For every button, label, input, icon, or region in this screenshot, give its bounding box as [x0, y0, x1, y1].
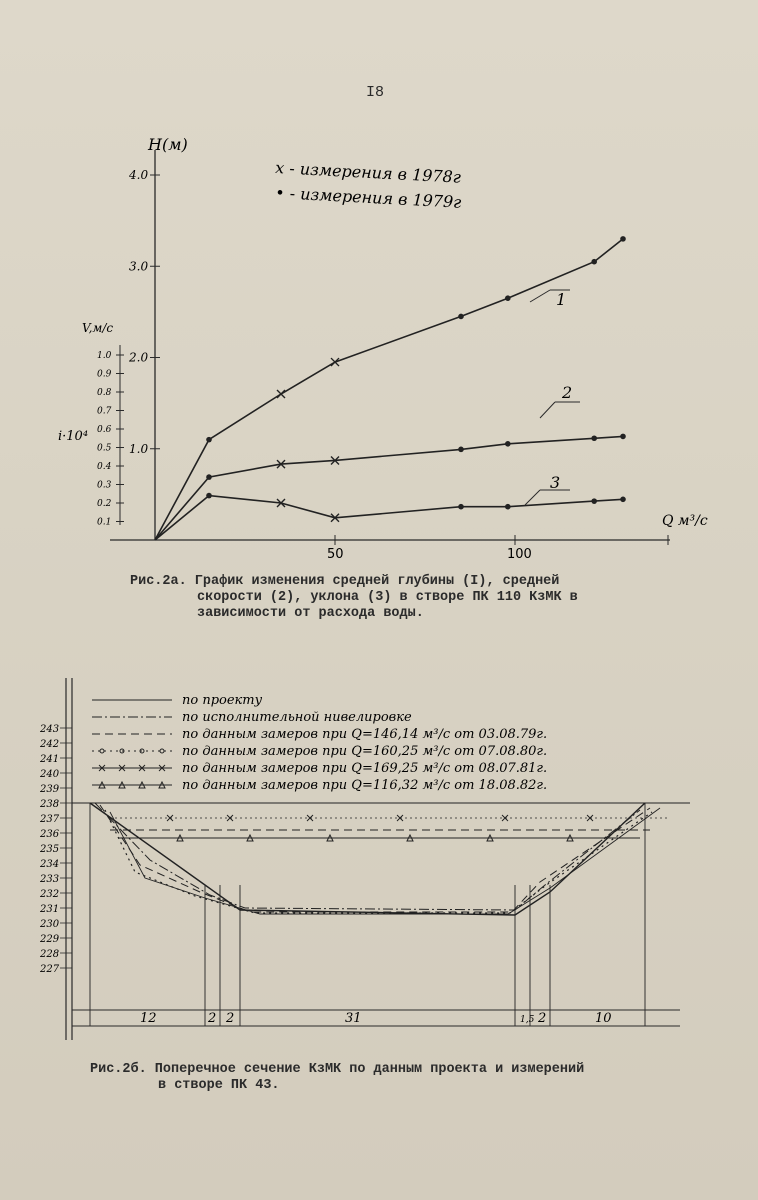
v-tick-label: 0.2	[97, 499, 112, 509]
curve-label-3: 3	[550, 473, 561, 492]
section-profile-1	[90, 803, 645, 915]
v-tick-label: 0.7	[97, 406, 112, 417]
legend-label-6: по данным замеров при Q=116,32 м³/с от 18.08.82г.	[182, 778, 548, 793]
dot-marker	[620, 434, 626, 440]
legend-marker	[160, 749, 164, 753]
section-profile-3	[100, 805, 650, 912]
v-tick-label: 1.0	[97, 351, 112, 361]
figure-b-caption-line-1: Рис.2б. Поперечное сечение КзМК по данным проекта и измерений	[90, 1062, 585, 1077]
segment-label: 1,5	[520, 1015, 535, 1025]
dot-marker	[206, 474, 212, 480]
figure-a-caption-line-3: зависимости от расхода воды.	[197, 606, 424, 621]
figure-b-elevation-scale	[39, 724, 72, 975]
v-tick-label: 0.1	[97, 517, 112, 528]
segment-label: 2	[208, 1011, 217, 1026]
elevation-label: 235	[40, 844, 60, 855]
cross-marker	[331, 358, 339, 366]
v-tick-label: 0.9	[97, 369, 112, 380]
segment-label: 2	[538, 1011, 547, 1026]
elevation-label: 240	[40, 769, 60, 780]
x-tick-label: 100	[507, 547, 532, 562]
figure-a-legend-dot: • - измерения в 1979г	[274, 183, 462, 212]
legend-label-2: по исполнительной нивелировке	[182, 710, 412, 725]
curve-label-1: 1	[556, 290, 567, 309]
page-number: I8	[366, 84, 385, 101]
legend-label-5: по данным замеров при Q=169,25 м³/с от 08.07.81г.	[182, 761, 548, 776]
v-tick-label: 0.8	[97, 388, 112, 398]
dot-marker	[206, 437, 212, 443]
segment-label: 12	[140, 1011, 157, 1026]
elevation-label: 233	[40, 874, 60, 885]
h-tick-label: 3.0	[129, 259, 149, 274]
h-tick-label: 2.0	[129, 350, 149, 365]
figure-a-v-axis-label: V,м/с	[82, 321, 114, 335]
dot-marker	[458, 504, 464, 510]
v-tick-label: 0.3	[97, 480, 112, 491]
segment-label: 2	[226, 1011, 235, 1026]
curve-label-2: 2	[562, 383, 573, 402]
elevation-label: 241	[40, 754, 60, 765]
segment-label: 10	[595, 1011, 612, 1026]
series-line-1	[155, 239, 623, 540]
section-profile-4	[105, 810, 652, 913]
cross-marker	[307, 815, 313, 821]
elevation-label: 227	[40, 964, 60, 975]
section-profile-5	[110, 808, 660, 914]
dot-marker	[206, 493, 212, 499]
h-tick-label: 1.0	[129, 441, 149, 456]
legend-label-3: по данным замеров при Q=146,14 м³/с от 03.08.79г.	[182, 727, 548, 742]
figure-b-chart	[0, 660, 758, 1060]
legend-label-4: по данным замеров при Q=160,25 м³/с от 07.08.80г.	[182, 744, 548, 759]
dot-marker	[505, 504, 511, 510]
dot-marker	[505, 441, 511, 447]
elevation-label: 237	[40, 814, 60, 825]
figure-a-caption-line-2: скорости (2), уклона (3) в створе ПК 110 КзМК в	[197, 590, 578, 605]
figure-b-caption-line-2: в створе ПК 43.	[158, 1078, 280, 1093]
elevation-label: 234	[40, 859, 60, 870]
legend-label-1: по проекту	[182, 693, 263, 708]
dot-marker	[591, 259, 597, 265]
dot-marker	[505, 295, 511, 301]
dot-marker	[458, 447, 464, 453]
dot-marker	[591, 435, 597, 441]
dot-marker	[620, 497, 626, 503]
figure-b-section	[72, 803, 690, 1026]
elevation-label: 230	[40, 919, 60, 930]
dot-marker	[620, 236, 626, 242]
elevation-label: 232	[40, 889, 60, 900]
figure-a-h-axis-label: H(м)	[148, 135, 188, 154]
legend-marker	[100, 749, 104, 753]
elevation-label: 238	[40, 799, 60, 810]
figure-b-legend	[92, 693, 547, 793]
cross-marker	[587, 815, 593, 821]
dot-marker	[458, 314, 464, 320]
figure-b-bottom-segments	[140, 1011, 612, 1026]
v-tick-label: 0.5	[97, 443, 112, 454]
h-tick-label: 4.0	[129, 168, 149, 182]
v-tick-label: 0.4	[97, 462, 112, 472]
dot-marker	[591, 498, 597, 504]
elevation-label: 228	[40, 949, 60, 960]
cross-marker	[167, 815, 173, 821]
figure-a-chart	[0, 0, 758, 580]
elevation-label: 239	[40, 784, 60, 795]
figure-a-legend-cross: x - измерения в 1978г	[274, 158, 462, 187]
figure-a-caption-line-1: Рис.2а. График изменения средней глубины (I), средней	[130, 574, 560, 589]
cross-marker	[277, 390, 285, 398]
elevation-label: 229	[40, 934, 60, 945]
elevation-label: 242	[40, 739, 60, 750]
figure-a-i-axis-label: i·10⁴	[58, 429, 89, 444]
cross-marker	[227, 815, 233, 821]
elevation-label: 231	[40, 904, 60, 915]
cross-marker	[397, 815, 403, 821]
x-tick-label: 50	[327, 547, 344, 562]
figure-a-x-axis-label: Q м³/с	[662, 513, 708, 529]
v-tick-label: 0.6	[97, 425, 112, 435]
cross-marker	[502, 815, 508, 821]
section-profile-2	[95, 803, 640, 910]
segment-label: 31	[345, 1011, 362, 1026]
figure-a-series	[155, 236, 626, 540]
elevation-label: 236	[40, 829, 60, 840]
figure-a-ticks	[97, 168, 668, 562]
elevation-label: 243	[40, 724, 60, 735]
series-line-3	[155, 496, 623, 540]
